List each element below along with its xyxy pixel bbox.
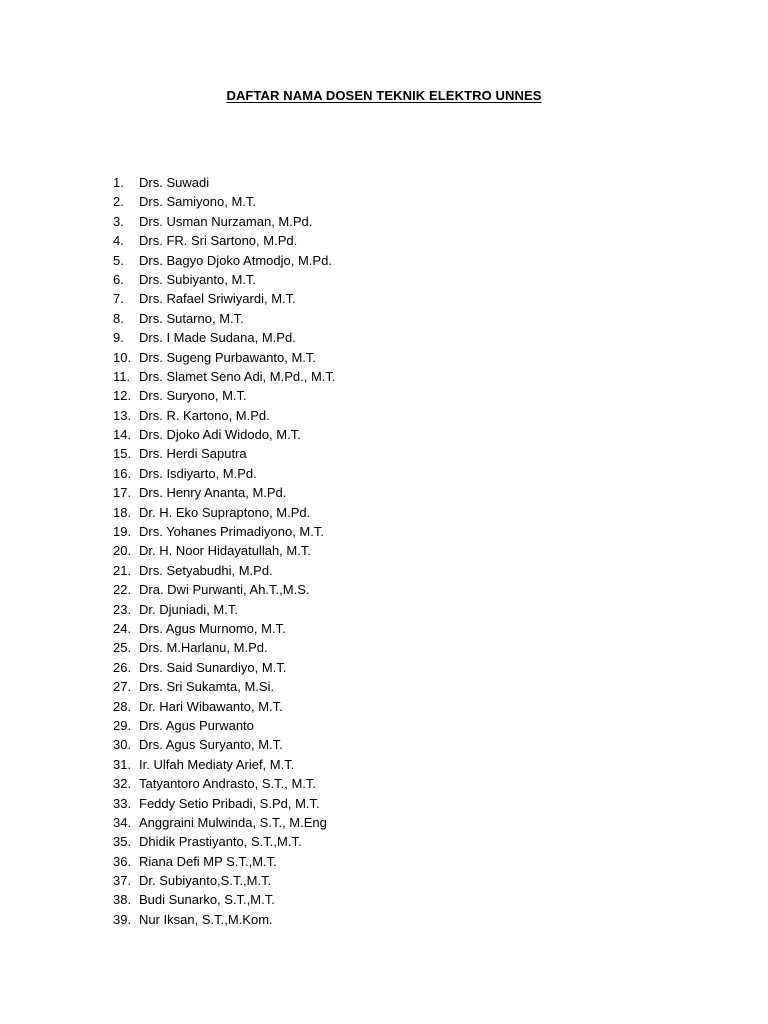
list-item-name: Riana Defi MP S.T.,M.T. <box>139 853 277 869</box>
list-item-number: 35. <box>113 834 132 850</box>
list-item-number: 30. <box>113 737 132 753</box>
list-item-number: 37. <box>113 873 132 889</box>
list-item <box>113 910 336 929</box>
lecturer-list <box>113 173 336 929</box>
list-item-name: Drs. Setyabudhi, M.Pd. <box>139 562 273 578</box>
list-item-name: Drs. Djoko Adi Widodo, M.T. <box>139 427 301 443</box>
list-item <box>113 367 336 386</box>
list-item-number: 9. <box>113 330 124 346</box>
list-item-number: 31. <box>113 756 132 772</box>
list-item-number: 19. <box>113 524 132 540</box>
list-item-name: Dhidik Prastiyanto, S.T.,M.T. <box>139 834 302 850</box>
list-item <box>113 561 336 580</box>
list-item-number: 10. <box>113 349 132 365</box>
list-item-number: 33. <box>113 795 132 811</box>
list-item-name: Drs. Bagyo Djoko Atmodjo, M.Pd. <box>139 252 332 268</box>
list-item-name: Dr. H. Noor Hidayatullah, M.T. <box>139 543 311 559</box>
list-item-name: Dr. H. Eko Supraptono, M.Pd. <box>139 504 311 520</box>
list-item-number: 28. <box>113 698 132 714</box>
list-item <box>113 735 336 754</box>
list-item-number: 25. <box>113 640 132 656</box>
list-item-number: 14. <box>113 427 132 443</box>
document-title <box>0 88 768 103</box>
list-item-name: Drs. Sutarno, M.T. <box>139 310 244 326</box>
list-item <box>113 832 336 851</box>
list-item <box>113 231 336 250</box>
list-item-number: 26. <box>113 659 132 675</box>
list-item <box>113 444 336 463</box>
list-item-number: 11. <box>113 368 131 384</box>
list-item <box>113 328 336 347</box>
list-item-name: Dr. Subiyanto,S.T.,M.T. <box>139 873 272 889</box>
list-item-number: 8. <box>113 310 124 326</box>
list-item-name: Drs. Isdiyarto, M.Pd. <box>139 465 257 481</box>
list-item <box>113 464 336 483</box>
list-item-number: 1. <box>113 175 124 190</box>
list-item-number: 20. <box>113 543 132 559</box>
list-item-number: 6. <box>113 271 124 287</box>
list-item-name: Drs. Said Sunardiyo, M.T. <box>139 659 287 675</box>
list-item-number: 4. <box>113 233 124 249</box>
list-item-name: Tatyantoro Andrasto, S.T., M.T. <box>139 776 317 792</box>
list-item-number: 17. <box>113 485 132 501</box>
list-item <box>113 813 336 832</box>
list-item-name: Anggraini Mulwinda, S.T., M.Eng <box>139 814 327 830</box>
list-item-number: 38. <box>113 892 132 908</box>
list-item-name: Drs. Sugeng Purbawanto, M.T. <box>139 349 317 365</box>
list-item-number: 15. <box>113 446 132 462</box>
list-item <box>113 794 336 813</box>
list-item-name: Drs. Rafael Sriwiyardi, M.T. <box>139 291 296 307</box>
list-item-number: 36. <box>113 853 132 869</box>
list-item-name: Drs. FR. Sri Sartono, M.Pd. <box>139 233 298 249</box>
document-title-text: DAFTAR NAMA DOSEN TEKNIK ELEKTRO UNNES <box>226 88 542 103</box>
list-item-number: 22. <box>113 582 132 598</box>
list-item-name: Dr. Djuniadi, M.T. <box>139 601 238 617</box>
list-item-name: Drs. Samiyono, M.T. <box>139 194 257 210</box>
list-item <box>113 348 336 367</box>
list-item-name: Drs. M.Harlanu, M.Pd. <box>139 640 268 656</box>
list-item-number: 13. <box>113 407 132 423</box>
list-item-number: 2. <box>113 194 124 210</box>
list-item <box>113 192 336 211</box>
list-item <box>113 503 336 522</box>
list-item-name: Drs. Usman Nurzaman, M.Pd. <box>139 213 313 229</box>
list-item <box>113 658 336 677</box>
list-item-name: Drs. Suryono, M.T. <box>139 388 247 404</box>
list-item <box>113 852 336 871</box>
list-item-name: Budi Sunarko, S.T.,M.T. <box>139 892 275 908</box>
list-item-name: Drs. Suwadi <box>139 175 210 190</box>
list-item <box>113 406 336 425</box>
list-item-number: 21. <box>113 562 132 578</box>
list-item <box>113 541 336 560</box>
list-item-name: Drs. Agus Purwanto <box>139 717 254 733</box>
list-item-number: 12. <box>113 388 132 404</box>
list-item-number: 39. <box>113 911 132 927</box>
list-item <box>113 600 336 619</box>
list-item-name: Drs. Herdi Saputra <box>139 446 247 462</box>
list-item <box>113 638 336 657</box>
list-item-number: 7. <box>113 291 124 307</box>
list-item-name: Drs. Sri Sukamta, M.Si. <box>139 679 275 695</box>
list-item-number: 34. <box>113 814 132 830</box>
list-item-number: 29. <box>113 717 132 733</box>
list-item <box>113 212 336 231</box>
list-item-number: 32. <box>113 776 132 792</box>
list-item-name: Drs. Yohanes Primadiyono, M.T. <box>139 524 324 540</box>
list-item <box>113 425 336 444</box>
list-item <box>113 774 336 793</box>
list-item <box>113 309 336 328</box>
list-item-number: 24. <box>113 620 132 636</box>
list-item <box>113 619 336 638</box>
list-item-name: Nur Iksan, S.T.,M.Kom. <box>139 911 273 927</box>
list-item <box>113 251 336 270</box>
list-item <box>113 270 336 289</box>
list-item-name: Feddy Setio Pribadi, S.Pd, M.T. <box>139 795 320 811</box>
list-item <box>113 483 336 502</box>
list-item <box>113 871 336 890</box>
list-item-name: Drs. Agus Murnomo, M.T. <box>139 620 286 636</box>
list-item-name: Dr. Hari Wibawanto, M.T. <box>139 698 283 714</box>
list-item-number: 18. <box>113 504 132 520</box>
list-item <box>113 755 336 774</box>
list-item-name: Drs. I Made Sudana, M.Pd. <box>139 330 296 346</box>
list-item <box>113 677 336 696</box>
list-item-number: 16. <box>113 465 132 481</box>
list-item-name: Dra. Dwi Purwanti, Ah.T.,M.S. <box>139 582 310 598</box>
list-item <box>113 289 336 308</box>
list-item-name: Drs. R. Kartono, M.Pd. <box>139 407 270 423</box>
list-item-number: 27. <box>113 679 132 695</box>
list-item-name: Drs. Henry Ananta, M.Pd. <box>139 485 287 501</box>
list-item <box>113 716 336 735</box>
list-item-number: 5. <box>113 252 124 268</box>
list-item-name: Drs. Slamet Seno Adi, M.Pd., M.T. <box>139 368 336 384</box>
list-item <box>113 890 336 909</box>
list-item <box>113 697 336 716</box>
list-item-number: 3. <box>113 213 124 229</box>
list-item <box>113 522 336 541</box>
list-item-name: Ir. Ulfah Mediaty Arief, M.T. <box>139 756 295 772</box>
list-item <box>113 580 336 599</box>
list-item <box>113 173 336 192</box>
list-item-name: Drs. Subiyanto, M.T. <box>139 271 257 287</box>
list-item <box>113 386 336 405</box>
list-item-number: 23. <box>113 601 132 617</box>
list-item-name: Drs. Agus Suryanto, M.T. <box>139 737 283 753</box>
